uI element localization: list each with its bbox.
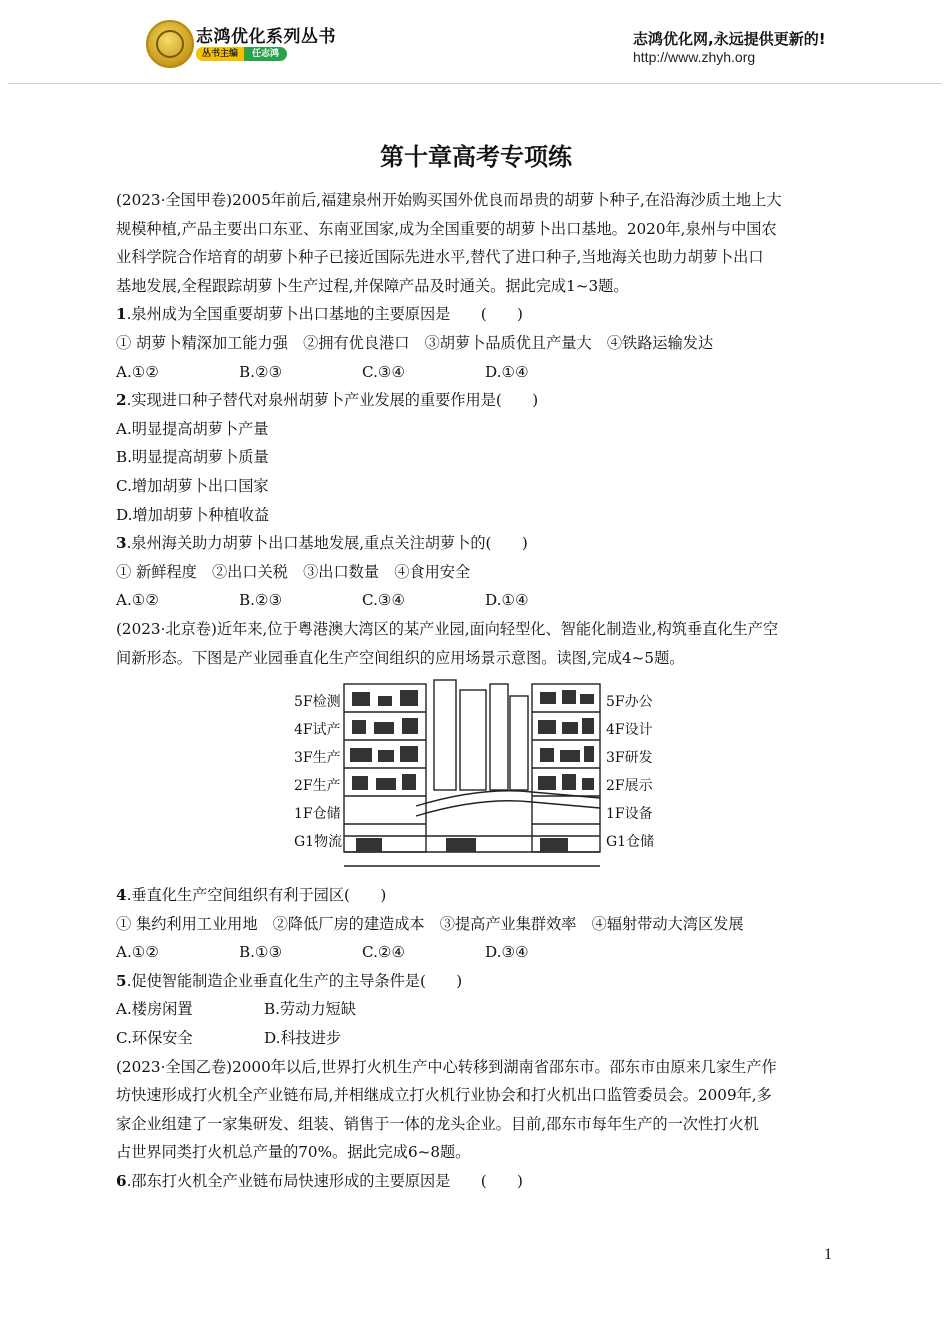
option-b: B.明显提高胡萝卜质量 — [116, 448, 269, 467]
passage-line: 家企业组建了一家集研发、组装、销售于一体的龙头企业。目前,邵东市每年生产的一次性打火机 — [116, 1114, 759, 1133]
truck-icon — [356, 838, 382, 852]
right-floor-label: G1仓储 — [606, 834, 655, 851]
question-1-options — [116, 358, 836, 387]
question-text: .泉州海关助力胡萝卜出口基地发展,重点关注胡萝卜的( ) — [126, 534, 528, 553]
editor-label: 丛书主编 — [196, 47, 244, 61]
left-floor-label: G1物流 — [294, 834, 343, 851]
option-d: D.③④ — [485, 943, 529, 962]
question-3-options — [116, 586, 836, 615]
question-3-items: ① 新鲜程度 ②出口关税 ③出口数量 ④食用安全 — [116, 562, 471, 581]
question-number: 6 — [116, 1172, 127, 1191]
question-number: 4 — [116, 886, 127, 905]
left-floor-label: 5F检测 — [294, 694, 341, 711]
header-url: http://www.zhyh.org — [633, 49, 756, 65]
question-5-stem — [116, 967, 836, 996]
question-text: .促使智能制造企业垂直化生产的主导条件是( ) — [126, 971, 463, 990]
question-4-items: ① 集约利用工业用地 ②降低厂房的建造成本 ③提高产业集群效率 ④辐射带动大湾区发展 — [116, 914, 744, 933]
left-floor-label: 3F生产 — [294, 750, 341, 767]
question-1-items: ① 胡萝卜精深加工能力强 ②拥有优良港口 ③胡萝卜品质优且产量大 ④铁路运输发达 — [116, 333, 714, 352]
question-6-stem — [116, 1167, 836, 1196]
question-text: .邵东打火机全产业链布局快速形成的主要原因是 ( ) — [126, 1172, 523, 1191]
option-a: A.①② — [116, 362, 160, 381]
passage-line: (2023·全国乙卷)2000年以后,世界打火机生产中心转移到湖南省邵东市。邵东市由原来几家生产作 — [116, 1057, 777, 1076]
option-a: A.明显提高胡萝卜产量 — [116, 419, 269, 438]
passage-line: 占世界同类打火机总产量的70%。据此完成6~8题。 — [116, 1143, 471, 1162]
passage-lighter — [116, 1053, 836, 1167]
option-d: D.①④ — [485, 591, 529, 610]
option-a: A.①② — [116, 591, 160, 610]
editor-name: 任志鸿 — [244, 47, 287, 61]
header-divider — [8, 83, 942, 84]
option-b: B.②③ — [239, 362, 283, 381]
page-number: 1 — [824, 1246, 832, 1263]
series-title: 志鸿优化系列丛书 — [196, 27, 336, 47]
passage-line: 规模种植,产品主要出口东亚、东南亚国家,成为全国重要的胡萝卜出口基地。2020年,泉州与中国农 — [116, 219, 777, 238]
question-1-stem — [116, 300, 836, 329]
passage-line: 基地发展,全程跟踪胡萝卜生产过程,并保障产品及时通关。据此完成1~3题。 — [116, 276, 629, 295]
option-c: C.③④ — [362, 362, 406, 381]
question-text: .实现进口种子替代对泉州胡萝卜产业发展的重要作用是( ) — [126, 391, 539, 410]
passage-line: 间新形态。下图是产业园垂直化生产空间组织的应用场景示意图。读图,完成4~5题。 — [116, 648, 685, 667]
question-number: 3 — [116, 534, 127, 553]
option-b: B.①③ — [239, 943, 283, 962]
option-c: C.增加胡萝卜出口国家 — [116, 476, 269, 495]
option-d: D.科技进步 — [264, 1029, 342, 1048]
passage-industrial-park — [116, 615, 836, 672]
option-a: A.①② — [116, 943, 160, 962]
left-floor-label: 4F试产 — [294, 722, 341, 739]
publisher-logo-icon — [146, 20, 194, 68]
question-3-stem — [116, 529, 836, 558]
question-4-stem — [116, 881, 836, 910]
left-floor-label: 2F生产 — [294, 778, 341, 795]
passage-line: (2023·北京卷)近年来,位于粤港澳大湾区的某产业园,面向轻型化、智能化制造业,构筑垂直化生产空 — [116, 619, 779, 638]
question-number: 2 — [116, 391, 127, 410]
passage-line: 坊快速形成打火机全产业链布局,并相继成立打火机行业协会和打火机出口监管委员会。2009年,多 — [116, 1086, 772, 1105]
question-2-stem — [116, 386, 836, 415]
truck-icon — [446, 838, 476, 852]
option-c: C.环保安全 — [116, 1029, 193, 1048]
passage-carrot — [116, 186, 836, 300]
right-floor-label: 3F研发 — [606, 750, 653, 767]
option-a: A.楼房闲置 — [116, 1000, 193, 1019]
option-b: B.②③ — [239, 591, 283, 610]
passage-line: (2023·全国甲卷)2005年前后,福建泉州开始购买国外优良而昂贵的胡萝卜种子,在沿海沙质土地上大 — [116, 191, 782, 209]
right-floor-label: 2F展示 — [606, 778, 653, 795]
truck-icon — [540, 838, 568, 852]
right-floor-label: 5F办公 — [606, 694, 653, 711]
passage-line: 业科学院合作培育的胡萝卜种子已接近国际先进水平,替代了进口种子,当地海关也助力胡萝卜出口 — [116, 248, 764, 267]
option-d: D.①④ — [485, 362, 529, 381]
vertical-production-diagram — [116, 676, 836, 881]
document-body — [116, 140, 836, 1196]
question-text: .泉州成为全国重要胡萝卜出口基地的主要原因是 ( ) — [126, 305, 523, 324]
option-c: C.③④ — [362, 591, 406, 610]
option-c: C.②④ — [362, 943, 406, 962]
right-floor-label: 4F设计 — [606, 722, 653, 739]
page-header — [0, 0, 950, 92]
question-text: .垂直化生产空间组织有利于园区( ) — [126, 886, 387, 905]
left-floor-label: 1F仓储 — [294, 806, 341, 823]
question-5-options-row2 — [116, 1024, 836, 1053]
question-number: 5 — [116, 971, 127, 990]
option-d: D.增加胡萝卜种植收益 — [116, 505, 270, 524]
page-title: 第十章高考专项练 — [380, 143, 572, 171]
question-number: 1 — [116, 305, 127, 324]
question-5-options-row1 — [116, 995, 836, 1024]
question-4-options — [116, 938, 836, 967]
option-b: B.劳动力短缺 — [264, 1000, 356, 1019]
header-slogan: 志鸿优化网,永远提供更新的! — [633, 30, 826, 48]
editor-badge — [196, 47, 287, 61]
right-floor-label: 1F设备 — [606, 806, 653, 823]
diagram-svg — [116, 676, 836, 881]
